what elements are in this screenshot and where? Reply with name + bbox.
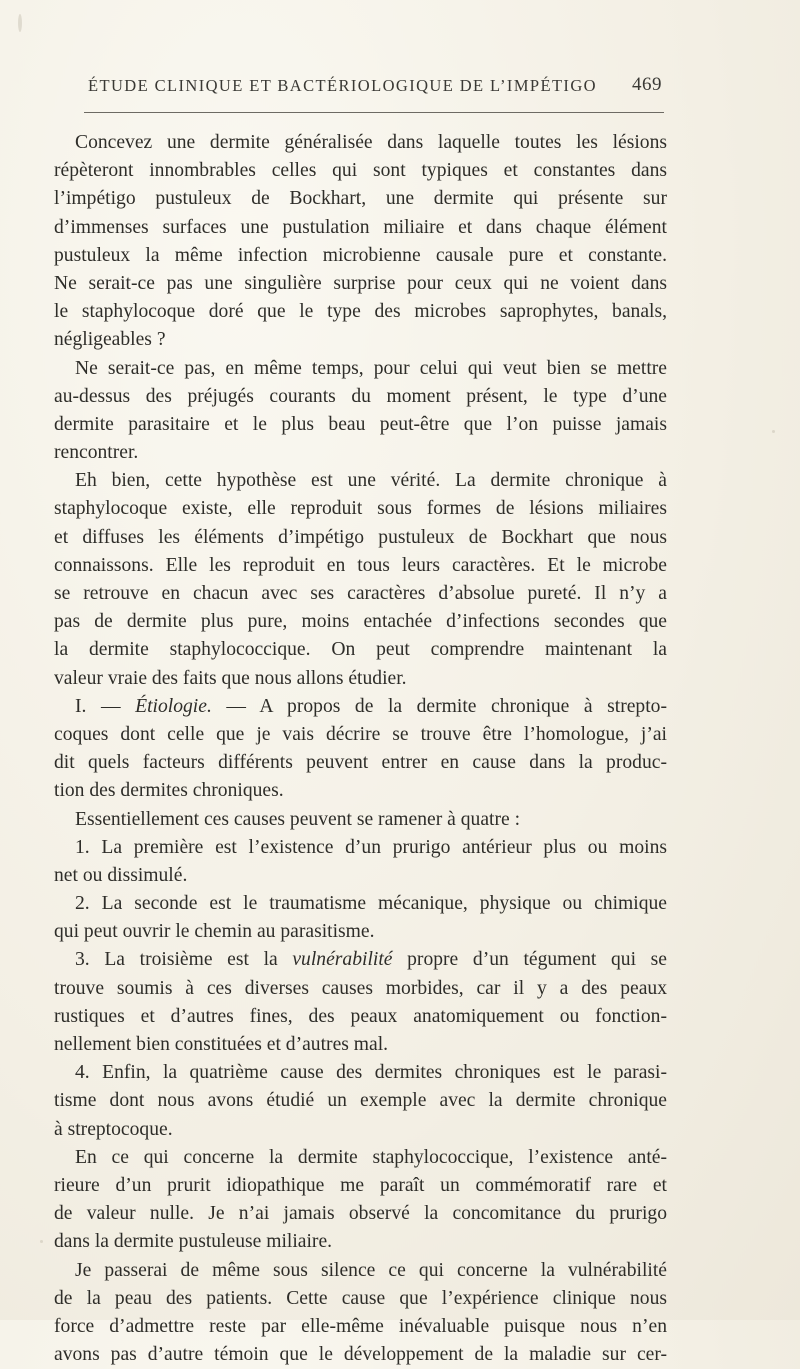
section-number: I. —	[75, 695, 136, 717]
text-line: l’impétigo pustuleux de Bockhart, une dermite qui présente sur	[54, 188, 667, 210]
text-span: propre d’un tégument qui se	[392, 949, 667, 971]
text-line: pas de dermite plus pure, moins entachée d’infections secondes que	[54, 611, 667, 633]
text-line: nellement bien constituées et d’autres mal.	[54, 1034, 389, 1055]
text-line: En ce qui concerne la dermite staphylococcique, l’existence anté-	[75, 1146, 667, 1168]
text-line: coques dont celle que je vais décrire se trouve être l’homologue, j’ai	[54, 723, 667, 745]
text-line: tisme dont nous avons étudié un exemple avec la dermite chronique	[54, 1090, 667, 1112]
text-line: au-dessus des préjugés courants du moment présent, le type d’une	[54, 385, 667, 407]
text-line: Ne serait-ce pas, en même temps, pour celui qui veut bien se mettre	[75, 357, 667, 379]
italic-term: vulnérabilité	[292, 949, 393, 971]
text-line: dermite parasitaire et le plus beau peut-être que l’on puisse jamais	[54, 413, 667, 435]
text-line: trouve soumis à ces diverses causes morbides, car il y a des peaux	[54, 977, 667, 999]
text-line: Ne serait-ce pas une singulière surprise pour ceux qui ne voient dans	[54, 272, 667, 294]
text-line: de la peau des patients. Cette cause que l’expérience clinique nous	[54, 1287, 667, 1309]
text-line: à streptocoque.	[54, 1118, 173, 1140]
text-line: et diffuses les éléments d’impétigo pustuleux de Bockhart que nous	[54, 526, 667, 548]
text-line: dit quels facteurs différents peuvent entrer en cause dans la produc-	[54, 752, 667, 774]
text-line: dans la dermite pustuleuse miliaire.	[54, 1231, 333, 1253]
text-line: staphylocoque existe, elle reproduit sous formes de lésions miliaires	[54, 498, 667, 520]
text-line: rieure d’un prurit idiopathique me paraît un commémoratif rare et	[54, 1174, 667, 1196]
text-line: Essentiellement ces causes peuvent se ramener à quatre :	[75, 808, 521, 830]
paper-speck	[772, 430, 775, 433]
text-line: pustuleux la même infection microbienne causale pure et constante.	[54, 244, 667, 266]
page-number: 469	[632, 74, 662, 95]
text-line: valeur vraie des faits que nous allons étudier.	[54, 667, 407, 689]
text-line: Je passerai de même sous silence ce qui concerne la vulnérabilité	[75, 1259, 667, 1281]
paper-speck	[18, 14, 22, 32]
text-line: le staphylocoque doré que le type des microbes saprophytes, banals,	[54, 301, 667, 323]
section-heading-line	[54, 693, 667, 721]
text-line: rustiques et d’autres fines, des peaux anatomiquement ou fonction-	[54, 1005, 667, 1027]
text-line: force d’admettre reste par elle-même inévaluable puisque nous n’en	[54, 1315, 667, 1337]
text-line: se retrouve en chacun avec ses caractères d’absolue pureté. Il n’y a	[54, 583, 667, 604]
running-title: ÉTUDE CLINIQUE ET BACTÉRIOLOGIQUE DE L’IMPÉTIGO	[88, 76, 597, 95]
text-line: négligeables ?	[54, 329, 166, 351]
text-line: qui peut ouvrir le chemin au parasitisme.	[54, 921, 375, 943]
section-heading-rest: — A propos de la dermite chronique à strepto-	[211, 695, 667, 717]
text-line: de valeur nulle. Je n’ai jamais observé la concomitance du prurigo	[54, 1203, 667, 1225]
text-line: net ou dissimulé.	[54, 864, 188, 886]
text-line: Eh bien, cette hypothèse est une vérité. La dermite chronique à	[75, 470, 667, 492]
text-line: avons pas d’autre témoin que le développement de la maladie sur cer-	[54, 1344, 667, 1366]
text-line: Concevez une dermite généralisée dans laquelle toutes les lésions	[75, 132, 667, 153]
body-text	[54, 129, 667, 1369]
text-line: répèteront innombrables celles qui sont typiques et constantes dans	[54, 160, 667, 182]
text-line: connaissons. Elle les reproduit en tous leurs caractères. Et le microbe	[54, 554, 667, 576]
text-line: rencontrer.	[54, 442, 139, 464]
header-rule	[84, 112, 664, 113]
text-line: d’immenses surfaces une pustulation miliaire et dans chaque élément	[54, 216, 667, 238]
text-line: tion des dermites chroniques.	[54, 780, 284, 802]
text-line: la dermite staphylococcique. On peut comprendre maintenant la	[54, 639, 667, 661]
section-title: Étiologie.	[135, 695, 212, 717]
paper-speck	[40, 1240, 43, 1243]
list-item-2: 2. La seconde est le traumatisme mécanique, physique ou chimique	[75, 893, 667, 915]
running-head	[88, 76, 662, 102]
list-item-1: 1. La première est l’existence d’un prurigo antérieur plus ou moins	[75, 836, 667, 858]
text-span: 3. La troisième est la	[75, 949, 293, 971]
list-item-3	[54, 946, 667, 974]
list-item-4: 4. Enfin, la quatrième cause des dermites chroniques est le parasi-	[75, 1062, 667, 1084]
